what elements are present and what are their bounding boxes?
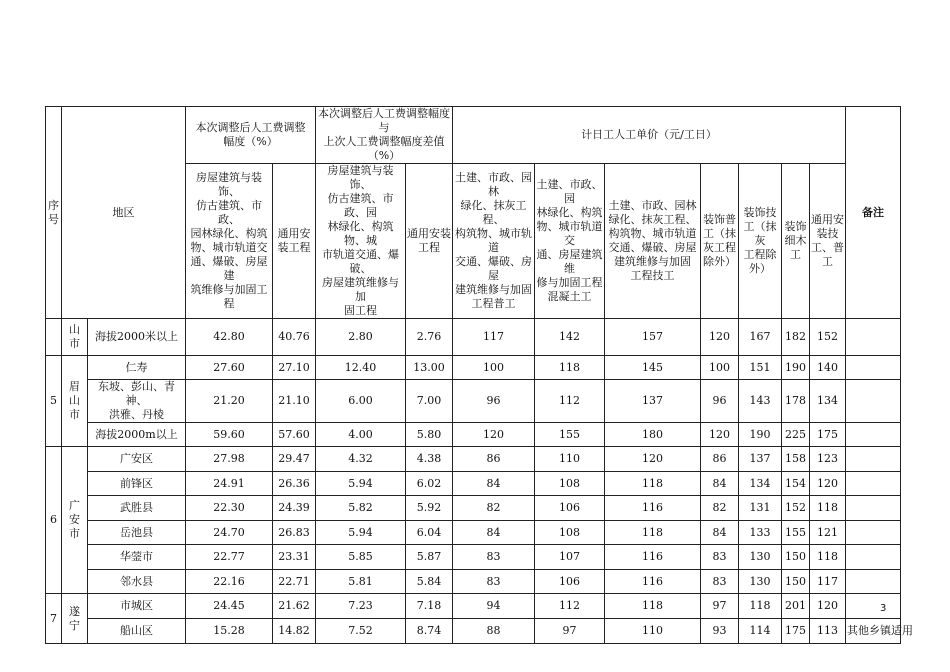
row-value: 59.60 [186, 423, 273, 447]
header-seq: 序 号 [46, 107, 62, 319]
row-value: 13.00 [406, 356, 453, 380]
row-value: 180 [605, 423, 701, 447]
row-value: 134 [810, 380, 846, 423]
table-row [46, 423, 901, 447]
row-value: 86 [453, 447, 535, 472]
row-value: 133 [739, 521, 782, 545]
table-row [46, 570, 901, 594]
row-value: 5.94 [316, 472, 406, 496]
row-note [846, 447, 901, 472]
row-value: 120 [605, 447, 701, 472]
row-note [846, 570, 901, 594]
row-area: 船山区 [88, 619, 186, 644]
row-value: 82 [453, 496, 535, 521]
row-value: 121 [810, 521, 846, 545]
row-value: 106 [535, 496, 605, 521]
row-note [846, 496, 901, 521]
header-region: 地区 [62, 107, 186, 319]
row-area: 前锋区 [88, 472, 186, 496]
row-value: 113 [810, 619, 846, 644]
row-value: 94 [453, 594, 535, 619]
row-note: 其他乡镇适用 [846, 619, 901, 644]
row-value: 24.45 [186, 594, 273, 619]
row-value: 120 [453, 423, 535, 447]
row-value: 26.83 [273, 521, 316, 545]
header-price-decor-wood: 装饰 细木 工 [782, 164, 810, 319]
row-value: 118 [810, 545, 846, 570]
row-value: 5.82 [316, 496, 406, 521]
row-value: 8.74 [406, 619, 453, 644]
row-note [846, 594, 901, 619]
row-value: 116 [605, 545, 701, 570]
row-value: 116 [605, 570, 701, 594]
row-seq: 6 [46, 447, 62, 594]
row-value: 24.39 [273, 496, 316, 521]
row-value: 150 [782, 570, 810, 594]
header-daily-unit-price: 计日工人工单价（元/工日） [453, 107, 846, 164]
row-value: 142 [535, 319, 605, 356]
page-number: 3 [880, 603, 887, 614]
row-value: 100 [453, 356, 535, 380]
row-value: 137 [739, 447, 782, 472]
row-value: 2.80 [316, 319, 406, 356]
row-value: 26.36 [273, 472, 316, 496]
row-value: 4.32 [316, 447, 406, 472]
table-row [46, 594, 901, 619]
row-value: 21.62 [273, 594, 316, 619]
row-seq: 5 [46, 356, 62, 447]
row-value: 151 [739, 356, 782, 380]
row-value: 175 [782, 619, 810, 644]
row-value: 5.84 [406, 570, 453, 594]
row-value: 84 [701, 472, 739, 496]
row-note [846, 472, 901, 496]
row-value: 96 [701, 380, 739, 423]
row-value: 108 [535, 521, 605, 545]
header-price-install: 通用安 装技 工、普 工 [810, 164, 846, 319]
row-area: 仁寿 [88, 356, 186, 380]
row-value: 106 [535, 570, 605, 594]
row-value: 83 [453, 570, 535, 594]
row-value: 123 [810, 447, 846, 472]
row-value: 5.80 [406, 423, 453, 447]
row-value: 130 [739, 570, 782, 594]
row-note [846, 380, 901, 423]
row-value: 130 [739, 545, 782, 570]
row-value: 5.94 [316, 521, 406, 545]
row-value: 22.71 [273, 570, 316, 594]
table-row [46, 619, 901, 644]
row-value: 22.16 [186, 570, 273, 594]
row-value: 27.60 [186, 356, 273, 380]
row-seq [46, 319, 62, 356]
header-price-concrete: 土建、市政、园 林绿化、构筑 物、城市轨道交 通、房屋建筑维 修与加固工程 混凝土工 [535, 164, 605, 319]
row-value: 86 [701, 447, 739, 472]
row-value: 112 [535, 594, 605, 619]
row-value: 108 [535, 472, 605, 496]
row-note [846, 423, 901, 447]
row-seq: 7 [46, 594, 62, 644]
header-diff-building: 房屋建筑与装饰、 仿古建筑、市政、园 林绿化、构筑物、城 市轨道交通、爆破、 房屋建筑维修与加 固工程 [316, 164, 406, 319]
row-value: 15.28 [186, 619, 273, 644]
row-value: 118 [739, 594, 782, 619]
row-value: 82 [701, 496, 739, 521]
row-city: 遂 宁 [62, 594, 88, 644]
row-area: 武胜县 [88, 496, 186, 521]
row-area: 东坡、彭山、青神、 洪雅、丹棱 [88, 380, 186, 423]
row-value: 93 [701, 619, 739, 644]
header-price-decor-skilled: 装饰技 工（抹灰 工程除 外） [739, 164, 782, 319]
row-city: 山 市 [62, 319, 88, 356]
row-note [846, 356, 901, 380]
row-value: 22.30 [186, 496, 273, 521]
table-row [46, 472, 901, 496]
row-value: 7.23 [316, 594, 406, 619]
table-row [46, 521, 901, 545]
row-value: 117 [810, 570, 846, 594]
row-value: 97 [535, 619, 605, 644]
row-value: 21.10 [273, 380, 316, 423]
row-value: 24.91 [186, 472, 273, 496]
row-value: 7.52 [316, 619, 406, 644]
row-value: 24.70 [186, 521, 273, 545]
row-area: 海拔2000米以上 [88, 319, 186, 356]
row-value: 7.00 [406, 380, 453, 423]
table-body [46, 319, 914, 644]
header-price-skilled: 土建、市政、园林 绿化、抹灰工程、 构筑物、城市轨道 交通、爆破、房屋 建筑维修与加固 工程技工 [605, 164, 701, 319]
row-value: 83 [453, 545, 535, 570]
row-value: 5.85 [316, 545, 406, 570]
row-note [846, 521, 901, 545]
row-city: 广 安 市 [62, 447, 88, 594]
row-value: 190 [782, 356, 810, 380]
row-value: 120 [701, 319, 739, 356]
header-notes: 备注 [846, 107, 901, 319]
row-area: 华蓥市 [88, 545, 186, 570]
row-value: 152 [810, 319, 846, 356]
row-value: 97 [701, 594, 739, 619]
row-value: 118 [535, 356, 605, 380]
row-value: 117 [453, 319, 535, 356]
row-value: 140 [810, 356, 846, 380]
row-value: 83 [701, 570, 739, 594]
header-diff-install: 通用安装 工程 [406, 164, 453, 319]
row-value: 5.81 [316, 570, 406, 594]
row-value: 2.76 [406, 319, 453, 356]
row-value: 6.02 [406, 472, 453, 496]
row-value: 5.92 [406, 496, 453, 521]
row-value: 83 [701, 545, 739, 570]
header-adjust-range: 本次调整后人工费调整 幅度（%） [186, 107, 316, 164]
row-value: 6.00 [316, 380, 406, 423]
row-value: 84 [453, 472, 535, 496]
row-value: 6.04 [406, 521, 453, 545]
row-value: 118 [810, 496, 846, 521]
row-value: 5.87 [406, 545, 453, 570]
header-adj-building: 房屋建筑与装饰、 仿古建筑、市政、 园林绿化、构筑 物、城市轨道交 通、爆破、房屋建 筑维修与加固工程 [186, 164, 273, 319]
header-adj-install: 通用安 装工程 [273, 164, 316, 319]
row-value: 155 [535, 423, 605, 447]
row-value: 110 [605, 619, 701, 644]
row-value: 137 [605, 380, 701, 423]
row-value: 157 [605, 319, 701, 356]
row-value: 96 [453, 380, 535, 423]
row-area: 广安区 [88, 447, 186, 472]
row-value: 84 [701, 521, 739, 545]
header-price-general: 土建、市政、园林 绿化、抹灰工程、 构筑物、城市轨道 交通、爆破、房屋 建筑维修与加固 工程普工 [453, 164, 535, 319]
row-area: 市城区 [88, 594, 186, 619]
row-value: 182 [782, 319, 810, 356]
row-value: 150 [782, 545, 810, 570]
row-value: 120 [810, 472, 846, 496]
row-value: 175 [810, 423, 846, 447]
table-row [46, 496, 901, 521]
row-value: 88 [453, 619, 535, 644]
row-area: 岳池县 [88, 521, 186, 545]
row-value: 22.77 [186, 545, 273, 570]
row-value: 40.76 [273, 319, 316, 356]
row-value: 225 [782, 423, 810, 447]
row-value: 178 [782, 380, 810, 423]
row-value: 120 [810, 594, 846, 619]
row-value: 116 [605, 496, 701, 521]
row-note [846, 319, 901, 356]
table-row [46, 545, 901, 570]
row-value: 57.60 [273, 423, 316, 447]
table-row [46, 356, 901, 380]
row-value: 7.18 [406, 594, 453, 619]
row-value: 112 [535, 380, 605, 423]
row-value: 4.00 [316, 423, 406, 447]
row-value: 190 [739, 423, 782, 447]
row-value: 131 [739, 496, 782, 521]
row-value: 107 [535, 545, 605, 570]
row-value: 134 [739, 472, 782, 496]
row-value: 21.20 [186, 380, 273, 423]
row-value: 23.31 [273, 545, 316, 570]
row-value: 27.98 [186, 447, 273, 472]
labor-cost-table [45, 106, 914, 644]
row-city: 眉 山 市 [62, 356, 88, 447]
table-row [46, 319, 901, 356]
row-value: 145 [605, 356, 701, 380]
row-area: 邻水县 [88, 570, 186, 594]
row-value: 118 [605, 594, 701, 619]
row-value: 100 [701, 356, 739, 380]
header-adjust-diff: 本次调整后人工费调整幅度与 上次人工费调整幅度差值（%） [316, 107, 453, 164]
row-value: 143 [739, 380, 782, 423]
header-price-decor-general: 装饰普 工（抹 灰工程 除外） [701, 164, 739, 319]
row-value: 152 [782, 496, 810, 521]
row-value: 110 [535, 447, 605, 472]
row-value: 118 [605, 472, 701, 496]
row-note [846, 545, 901, 570]
row-value: 42.80 [186, 319, 273, 356]
row-value: 29.47 [273, 447, 316, 472]
row-value: 114 [739, 619, 782, 644]
row-value: 201 [782, 594, 810, 619]
row-value: 12.40 [316, 356, 406, 380]
row-value: 84 [453, 521, 535, 545]
row-value: 154 [782, 472, 810, 496]
row-value: 4.38 [406, 447, 453, 472]
row-value: 158 [782, 447, 810, 472]
table-row [46, 380, 901, 423]
row-value: 155 [782, 521, 810, 545]
row-area: 海拔2000m以上 [88, 423, 186, 447]
row-value: 27.10 [273, 356, 316, 380]
row-value: 118 [605, 521, 701, 545]
row-value: 167 [739, 319, 782, 356]
table-row [46, 447, 901, 472]
row-value: 14.82 [273, 619, 316, 644]
row-value: 120 [701, 423, 739, 447]
